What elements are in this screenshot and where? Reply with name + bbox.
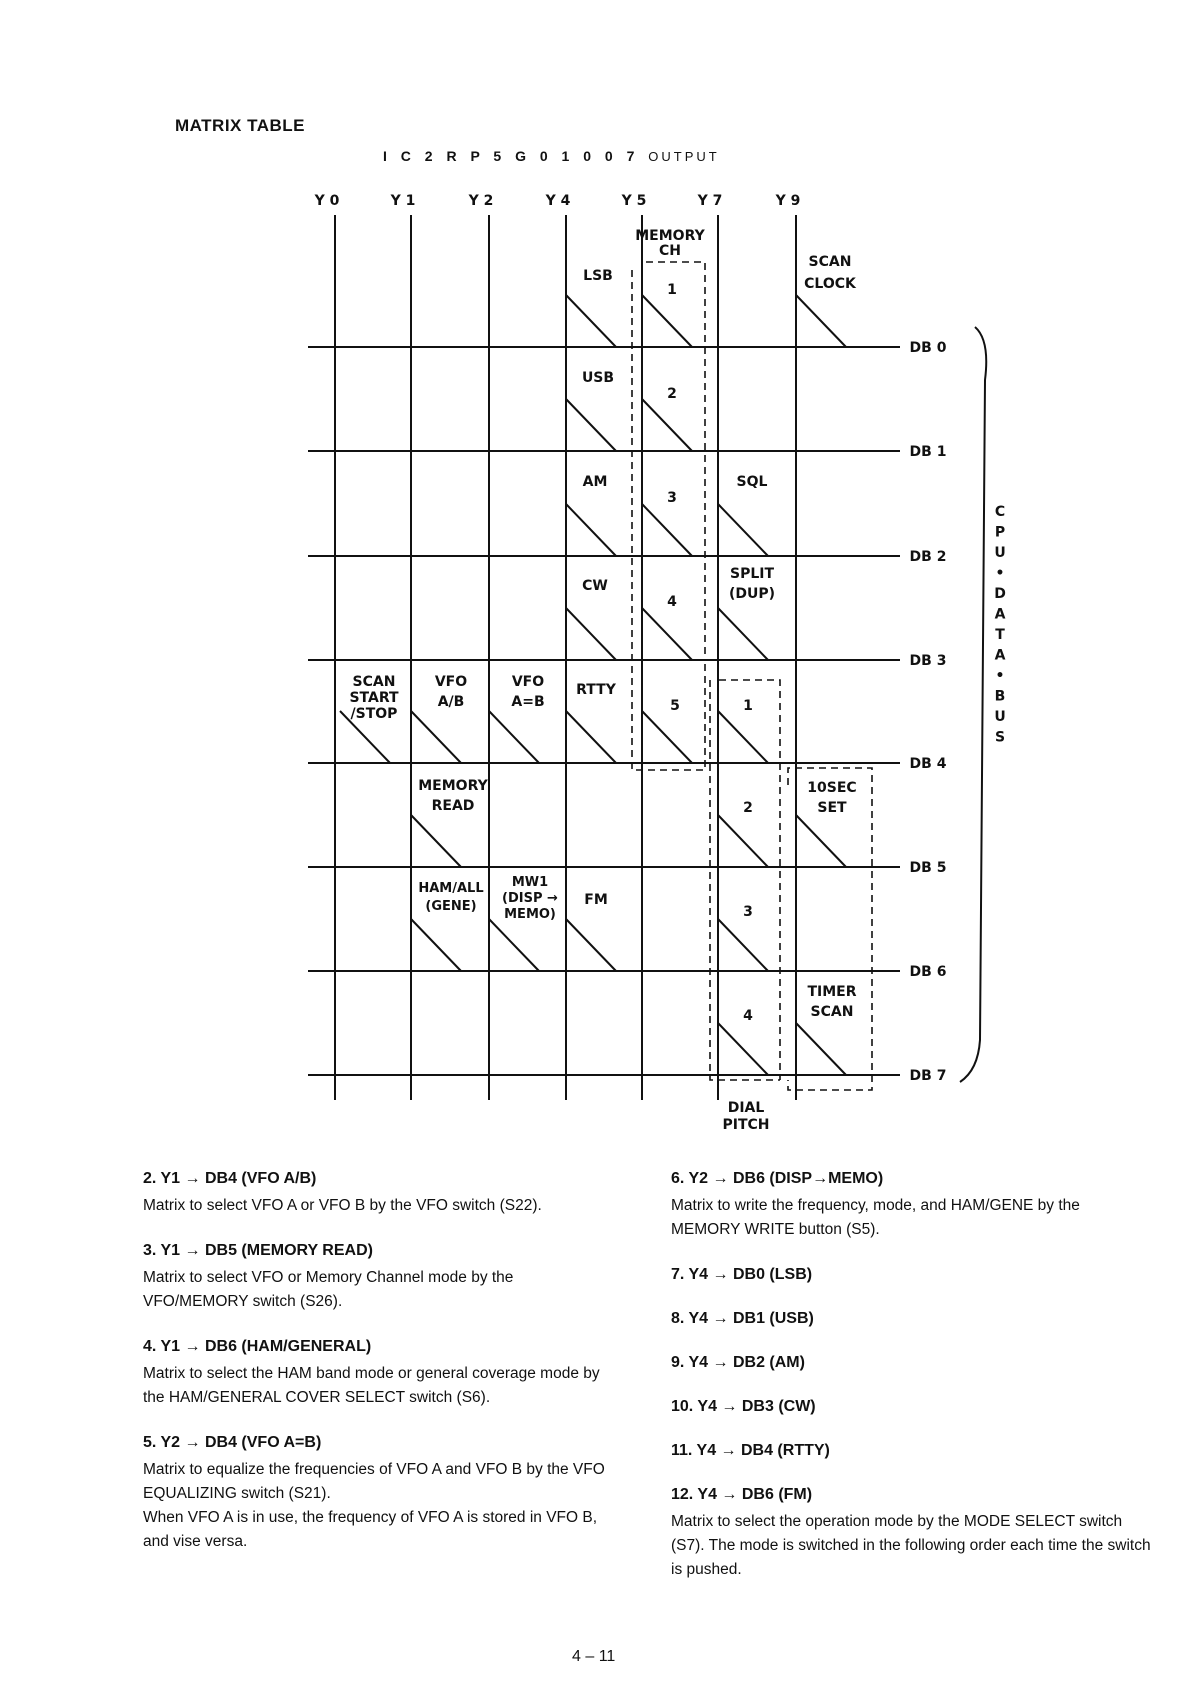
item-6 <box>671 1168 1151 1242</box>
item-text: Matrix to write the frequency, mode, and HAM/GENE by the MEMORY WRITE button (S5). <box>671 1197 1080 1238</box>
ten-sec-label: SET <box>817 800 847 816</box>
diode-mark <box>718 711 768 763</box>
diode-mark <box>642 711 692 763</box>
diode-mark <box>566 295 616 347</box>
item-text: Matrix to select VFO or Memory Channel mode by the VFO/MEMORY switch (S26). <box>143 1269 514 1310</box>
item-text-extra: When VFO A is in use, the frequency of VFO A is stored in VFO B, and vise versa. <box>143 1509 598 1550</box>
column-label: Y 7 <box>697 193 723 209</box>
bus-label: • <box>995 565 1005 582</box>
diode-mark <box>796 295 846 347</box>
diode-mark <box>566 504 616 556</box>
dial-3-label: 3 <box>743 904 753 920</box>
row-label: DB 7 <box>909 1068 947 1084</box>
column-label: Y 4 <box>545 193 571 209</box>
left-column <box>143 1168 623 1576</box>
row-label: DB 3 <box>909 653 947 669</box>
item-9 <box>671 1352 1151 1374</box>
matrix-labels <box>314 193 1006 1133</box>
item-4 <box>143 1336 623 1410</box>
bus-label: A <box>994 606 1006 623</box>
scan-start-label: START <box>349 690 399 706</box>
row-label: DB 5 <box>909 860 947 876</box>
bus-label: C <box>994 504 1006 520</box>
diode-mark <box>796 1023 846 1075</box>
ham-all-label: (GENE) <box>425 899 477 914</box>
diode-mark <box>642 608 692 660</box>
item-heading: 10. Y4 → DB3 (CW) <box>671 1398 816 1415</box>
row-label: DB 4 <box>909 756 947 772</box>
bus-label: P <box>994 524 1006 541</box>
bus-label: U <box>994 709 1006 725</box>
page-number: 4 – 11 <box>572 1648 616 1665</box>
diode-mark <box>718 919 768 971</box>
output-label: OUTPUT <box>648 149 720 164</box>
item-3 <box>143 1240 623 1314</box>
column-label: Y 1 <box>390 193 416 209</box>
timer-scan-label: TIMER <box>807 984 857 1000</box>
scan-clock-label: SCAN <box>808 254 852 270</box>
diode-mark <box>566 711 616 763</box>
matrix-grid <box>308 215 900 1100</box>
column-label: Y 0 <box>314 193 340 209</box>
mw1-label: MEMO) <box>504 907 556 922</box>
diode-mark <box>718 1023 768 1075</box>
diode-mark <box>796 815 846 867</box>
cw-label: CW <box>582 578 608 594</box>
memory-4-label: 4 <box>667 594 677 610</box>
right-column <box>671 1168 1151 1604</box>
vfo-ab-label: VFO <box>434 674 468 690</box>
diode-mark <box>411 815 461 867</box>
item-heading: 9. Y4 → DB2 (AM) <box>671 1354 805 1371</box>
row-label: DB 1 <box>909 444 947 460</box>
item-heading: 3. Y1 → DB5 (MEMORY READ) <box>143 1242 373 1259</box>
page-title: MATRIX TABLE <box>175 116 306 135</box>
item-heading: 12. Y4 → DB6 (FM) <box>671 1486 813 1503</box>
dial-1-label: 1 <box>743 698 753 714</box>
diode-mark <box>718 608 768 660</box>
diode-mark <box>642 399 692 451</box>
bus-label: A <box>994 647 1006 664</box>
bus-bracket <box>960 327 986 1082</box>
ten-sec-label: 10SEC <box>807 780 857 796</box>
diode-mark <box>718 815 768 867</box>
diode-mark <box>411 919 461 971</box>
lsb-label: LSB <box>583 268 613 284</box>
memory-ch-label: MEMORY <box>635 228 705 244</box>
item-5 <box>143 1432 623 1554</box>
vfo-aeqb-label: VFO <box>511 674 545 690</box>
mw1-label: MW1 <box>511 875 549 890</box>
memory-3-label: 3 <box>667 490 677 506</box>
am-label: AM <box>582 474 608 490</box>
ham-all-label: HAM/ALL <box>418 881 484 896</box>
dial-4-label: 4 <box>743 1008 753 1024</box>
item-heading: 6. Y2 → DB6 (DISP→MEMO) <box>671 1170 884 1187</box>
column-label: Y 2 <box>468 193 494 209</box>
item-heading: 2. Y1 → DB4 (VFO A/B) <box>143 1170 317 1187</box>
item-12 <box>671 1484 1151 1582</box>
scan-start-label: SCAN <box>352 674 396 690</box>
scan-start-label: /STOP <box>350 706 398 722</box>
diode-mark <box>566 919 616 971</box>
diode-mark <box>642 295 692 347</box>
memory-ch-label: CH <box>659 243 681 259</box>
item-heading: 5. Y2 → DB4 (VFO A=B) <box>143 1434 322 1451</box>
vfo-ab-label: A/B <box>437 694 465 710</box>
item-heading: 7. Y4 → DB0 (LSB) <box>671 1266 813 1283</box>
usb-label: USB <box>581 370 615 386</box>
scan-clock-label: CLOCK <box>804 276 856 292</box>
diode-mark <box>489 919 539 971</box>
diode-mark <box>718 504 768 556</box>
row-label: DB 0 <box>909 340 947 356</box>
dial-pitch-label: PITCH <box>722 1117 770 1133</box>
item-8 <box>671 1308 1151 1330</box>
diode-mark <box>642 504 692 556</box>
memory-2-label: 2 <box>667 386 677 402</box>
fm-label: FM <box>584 892 608 908</box>
dial-2-label: 2 <box>743 800 753 816</box>
mw1-label: (DISP → <box>502 891 558 906</box>
item-11 <box>671 1440 1151 1462</box>
diode-mark <box>489 711 539 763</box>
rtty-label: RTTY <box>576 682 616 698</box>
item-text: Matrix to equalize the frequencies of VFO A and VFO B by the VFO EQUALIZING switch (S21). <box>143 1461 605 1502</box>
memory-read-label: MEMORY <box>418 778 488 794</box>
ic-name: I C 2 R P 5 G 0 1 0 0 7 <box>383 148 640 164</box>
row-label: DB 6 <box>909 964 947 980</box>
bus-label: S <box>994 729 1006 746</box>
memory-1-label: 1 <box>667 282 677 298</box>
bus-label: B <box>994 688 1006 705</box>
dial-pitch-label: DIAL <box>727 1100 765 1116</box>
bus-label: U <box>994 545 1006 561</box>
item-heading: 4. Y1 → DB6 (HAM/GENERAL) <box>143 1338 372 1355</box>
timer-box <box>788 768 872 1090</box>
bus-label: D <box>994 586 1006 602</box>
diode-mark <box>566 608 616 660</box>
item-text: Matrix to select the HAM band mode or general coverage mode by the HAM/GENERAL COVER SELECT switch (S6). <box>143 1365 600 1406</box>
diode-mark <box>411 711 461 763</box>
column-label: Y 9 <box>775 193 801 209</box>
timer-scan-label: SCAN <box>810 1004 854 1020</box>
item-10 <box>671 1396 1151 1418</box>
diode-mark <box>566 399 616 451</box>
item-2 <box>143 1168 623 1218</box>
bus-label: T <box>995 627 1005 643</box>
vfo-aeqb-label: A=B <box>511 694 545 710</box>
item-7 <box>671 1264 1151 1286</box>
bus-label: • <box>995 668 1005 684</box>
item-text: Matrix to select VFO A or VFO B by the VFO switch (S22). <box>143 1197 542 1214</box>
split-label: SPLIT <box>729 566 775 582</box>
column-label: Y 5 <box>621 193 647 209</box>
item-heading: 8. Y4 → DB1 (USB) <box>671 1310 814 1327</box>
row-label: DB 2 <box>909 549 947 565</box>
item-text: Matrix to select the operation mode by the MODE SELECT switch (S7). The mode is switched in the following order each time the switch is pushed. <box>671 1513 1151 1578</box>
memory-5-label: 5 <box>670 698 680 714</box>
sql-label: SQL <box>736 474 768 490</box>
split-label: (DUP) <box>728 586 776 602</box>
memory-read-label: READ <box>431 798 475 814</box>
item-heading: 11. Y4 → DB4 (RTTY) <box>671 1442 830 1459</box>
